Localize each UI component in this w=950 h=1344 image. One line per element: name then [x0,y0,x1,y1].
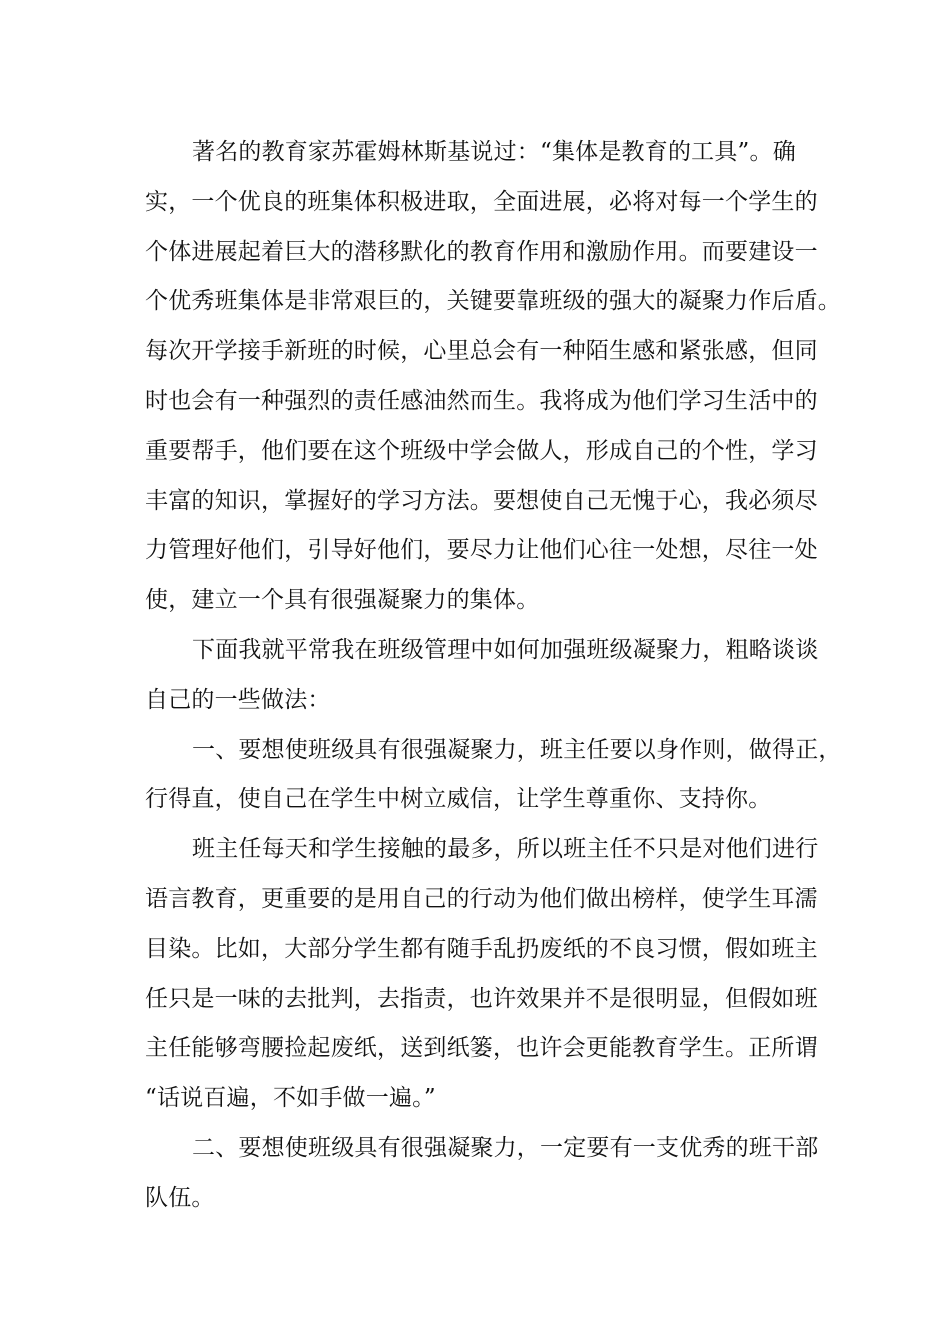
text-line: 行得直，使自己在学生中树立威信，让学生尊重你、支持你。 [145,786,772,813]
text-line: 下面我就平常我在班级管理中如何加强班级凝聚力，粗略谈谈 [192,636,819,663]
text-line: 时也会有一种强烈的责任感油然而生。我将成为他们学习生活中的 [145,387,818,414]
text-line: 任只是一味的去批判，去指责，也许效果并不是很明显，但假如班 [145,985,818,1012]
body-text [145,128,842,1224]
text-line: 一、要想使班级具有很强凝聚力，班主任要以身作则，做得正， [192,736,842,763]
text-line: 使，建立一个具有很强凝聚力的集体。 [145,587,540,614]
text-line: 个体进展起着巨大的潜移默化的教育作用和激励作用。而要建设一 [145,238,818,265]
text-line: 队伍。 [145,1184,215,1211]
text-line: 班主任每天和学生接触的最多，所以班主任不只是对他们进行 [192,836,819,863]
text-line: 语言教育，更重要的是用自己的行动为他们做出榜样，使学生耳濡 [145,885,818,912]
text-line: 自己的一些做法： [145,686,331,713]
text-line: 著名的教育家苏霍姆林斯基说过：“集体是教育的工具”。确 [192,139,796,165]
text-line: 重要帮手，他们要在这个班级中学会做人，形成自己的个性，学习 [145,437,818,464]
text-line: 二、要想使班级具有很强凝聚力，一定要有一支优秀的班干部 [192,1134,819,1161]
text-line: 每次开学接手新班的时候，心里总会有一种陌生感和紧张感，但同 [145,338,818,365]
text-line: 个优秀班集体是非常艰巨的，关键要靠班级的强大的凝聚力作后盾。 [145,288,841,315]
text-line: 实，一个优良的班集体积极进取，全面进展，必将对每一个学生的 [145,188,818,215]
text-line: 主任能够弯腰捡起废纸，送到纸篓，也许会更能教育学生。正所谓 [145,1035,818,1062]
text-line: 丰富的知识，掌握好的学习方法。要想使自己无愧于心，我必须尽 [145,487,818,514]
text-line: “话说百遍，不如手做一遍。” [145,1085,436,1112]
text-line: 力管理好他们，引导好他们，要尽力让他们心往一处想，尽往一处 [145,537,818,564]
text-line: 目染。比如，大部分学生都有随手乱扔废纸的不良习惯，假如班主 [145,935,818,962]
